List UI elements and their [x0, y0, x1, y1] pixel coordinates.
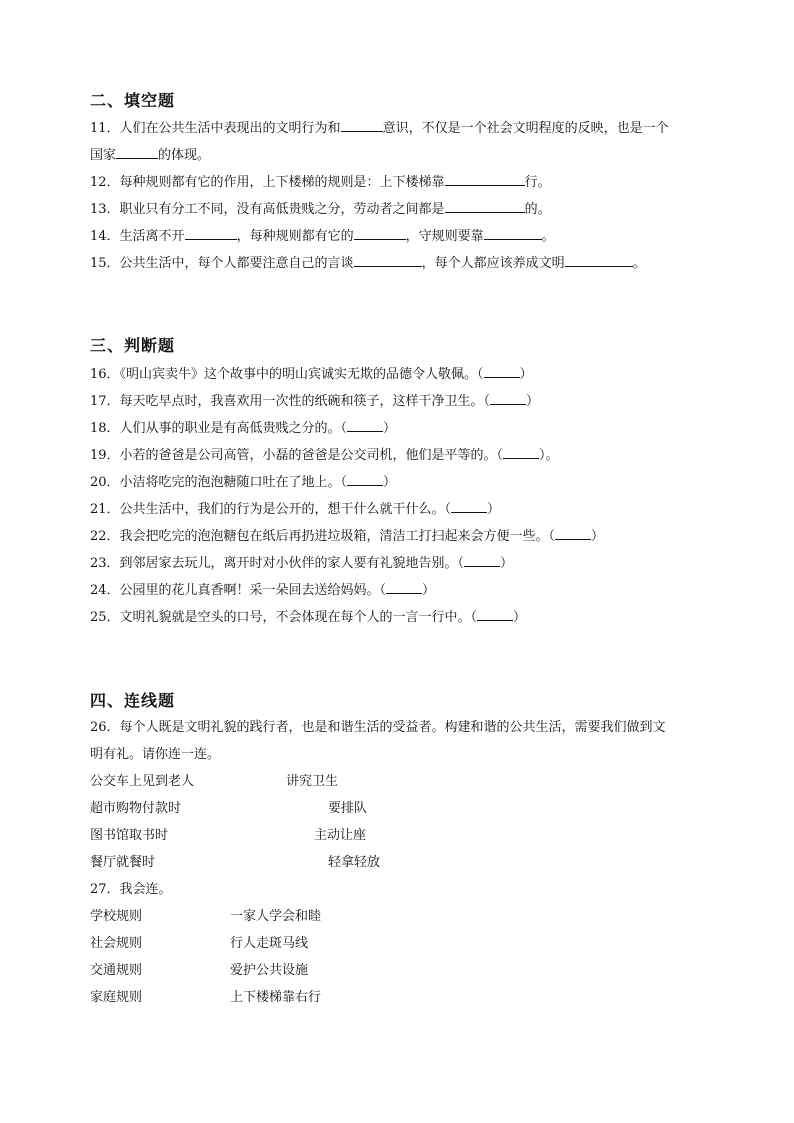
answer-blank[interactable] — [354, 226, 406, 240]
answer-blank[interactable] — [555, 526, 591, 540]
question-24: 24．公园里的花儿真香啊！采一朵回去送给妈妈。（ ） — [90, 580, 435, 600]
match-right-item[interactable]: 行人走斑马线 — [230, 936, 309, 951]
answer-blank[interactable] — [484, 364, 520, 378]
match-right-item[interactable]: 上下楼梯靠右行 — [230, 990, 322, 1005]
question-23: 23．到邻居家去玩儿，离开时对小伙伴的家人要有礼貌地告别。（ ） — [90, 553, 513, 573]
answer-blank[interactable] — [464, 553, 500, 567]
answer-blank[interactable] — [565, 253, 633, 267]
match-left-item[interactable]: 超市购物付款时 — [90, 801, 182, 816]
question-17: 17．每天吃早点时，我喜欢用一次性的纸碗和筷子，这样干净卫生。（ ） — [90, 391, 539, 411]
match-right-item[interactable]: 主动让座 — [314, 828, 367, 843]
answer-blank[interactable] — [503, 445, 539, 459]
question-21: 21．公共生活中，我们的行为是公开的，想干什么就干什么。（ ） — [90, 499, 500, 519]
answer-blank[interactable] — [445, 199, 525, 213]
match-left-item[interactable]: 交通规则 — [90, 963, 143, 978]
question-18: 18．人们从事的职业是有高低贵贱之分的。（ ） — [90, 418, 396, 438]
answer-blank[interactable] — [490, 391, 526, 405]
question-26-line1: 26．每个人既是文明礼貌的践行者，也是和谐生活的受益者。构建和谐的公共生活，需要我们做到文 — [90, 720, 666, 735]
match-right-item[interactable]: 要排队 — [328, 801, 368, 816]
section-title-judge: 三、判断题 — [90, 336, 176, 355]
answer-blank[interactable] — [451, 499, 487, 513]
question-19: 19．小若的爸爸是公司高管，小磊的爸爸是公交司机，他们是平等的。（ ）。 — [90, 445, 559, 465]
match-left-item[interactable]: 学校规则 — [90, 909, 143, 924]
answer-blank[interactable] — [116, 145, 158, 159]
answer-blank[interactable] — [484, 226, 542, 240]
question-16: 16．《明山宾卖牛》这个故事中的明山宾诚实无欺的品德令人敬佩。（ ） — [90, 364, 533, 384]
answer-blank[interactable] — [347, 418, 383, 432]
question-13: 13．职业只有分工不同，没有高低贵贱之分，劳动者之间都是 的。 — [90, 199, 551, 219]
answer-blank[interactable] — [386, 580, 422, 594]
section-title-fill: 二、填空题 — [90, 91, 176, 110]
match-left-item[interactable]: 社会规则 — [90, 936, 143, 951]
match-right-item[interactable]: 爱护公共设施 — [230, 963, 309, 978]
answer-blank[interactable] — [185, 226, 237, 240]
answer-blank[interactable] — [347, 472, 383, 486]
question-27-title: 27．我会连。 — [90, 882, 172, 897]
match-right-item[interactable]: 一家人学会和睦 — [230, 909, 322, 924]
match-right-item[interactable]: 轻拿轻放 — [328, 855, 381, 870]
question-15: 15．公共生活中，每个人都要注意自己的言谈 ，每个人都应该养成文明 。 — [90, 253, 646, 273]
question-22: 22．我会把吃完的泡泡糖包在纸后再扔进垃圾箱，清洁工打扫起来会方便一些。（ ） — [90, 526, 604, 546]
match-left-item[interactable]: 公交车上见到老人 — [90, 774, 195, 789]
question-25: 25．文明礼貌就是空头的口号，不会体现在每个人的一言一行中。（ ） — [90, 607, 526, 627]
answer-blank[interactable] — [341, 118, 383, 132]
match-left-item[interactable]: 图书馆取书时 — [90, 828, 169, 843]
answer-blank[interactable] — [477, 607, 513, 621]
match-right-item[interactable]: 讲究卫生 — [286, 774, 339, 789]
answer-blank[interactable] — [445, 172, 525, 186]
section-title-match: 四、连线题 — [90, 691, 176, 710]
question-12: 12．每种规则都有它的作用，上下楼梯的规则是：上下楼梯靠 行。 — [90, 172, 551, 192]
question-20: 20．小洁将吃完的泡泡糖随口吐在了地上。（ ） — [90, 472, 396, 492]
question-26-line2: 明有礼。请你连一连。 — [90, 747, 221, 762]
question-11: 11．人们在公共生活中表现出的文明行为和 意识，不仅是一个社会文明程度的反映，也是一个 — [90, 118, 669, 138]
match-left-item[interactable]: 餐厅就餐时 — [90, 855, 156, 870]
answer-blank[interactable] — [354, 253, 422, 267]
question-14: 14．生活离不开 ，每种规则都有它的 ，守规则要靠 。 — [90, 226, 555, 246]
match-left-item[interactable]: 家庭规则 — [90, 990, 143, 1005]
question-11-cont: 国家 的体现。 — [90, 145, 210, 165]
